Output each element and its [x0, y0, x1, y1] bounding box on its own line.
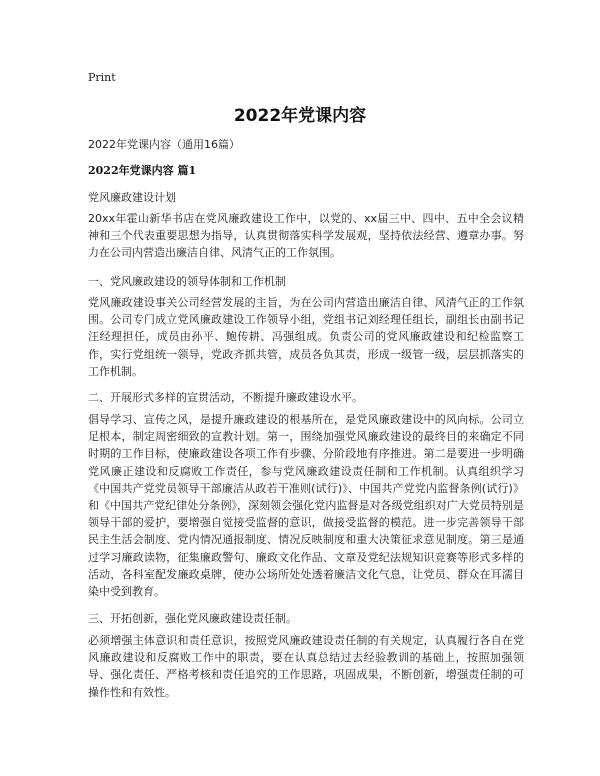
subtitle: 2022年党课内容（通用16篇） — [88, 138, 240, 151]
paragraph-3: 必须增强主体意识和责任意识，按照党风廉政建设责任制的有关规定，认真履行各自在党风廉政建设和反腐败工作中的职责，要在认真总结过去经验教训的基础上，按照加强领导、强化责任、严格考核和责任追究的工作思路，巩固成果，不断创新，增强责任制的可操作性和有效性。 — [88, 634, 524, 699]
print-label: Print — [88, 71, 116, 84]
heading-2: 二、开展形式多样的宣贯活动，不断提升廉政建设水平。 — [88, 391, 363, 404]
heading-1: 一、党风廉政建设的领导体制和工作机制 — [88, 275, 286, 288]
plan-title: 党风廉政建设计划 — [88, 191, 176, 204]
page-title: 2022年党课内容 — [233, 106, 367, 126]
intro-paragraph: 20xx年霍山新华书店在党风廉政建设工作中，以党的、xx届三中、四中、五中全会议精神和三个代表重要思想为指导，认真贯彻落实科学发展观，坚持依法经营、遵章办事。努力在公司内营造出廉洁自律、风清气正的工作氛围。 — [88, 212, 524, 260]
section-heading: 2022年党课内容 篇1 — [88, 164, 197, 177]
paragraph-1: 党风廉政建设事关公司经营发展的主旨，为在公司内营造出廉洁自律、风清气正的工作氛围。公司专门成立党风廉政建设工作领导小组，党组书记刘经理任组长，副组长由副书记汪经理担任，成员由孙平、鲍传耕、冯强组成。负责公司的党风廉政建设和纪检监察工作，实行党组统一领导，党政齐抓共管，成员各负其责，形成一级管一级，层层抓落实的工作机制。 — [88, 296, 524, 378]
paragraph-2: 倡导学习、宣传之风，是提升廉政建设的根基所在，是党风廉政建设中的风向标。公司立足根本，制定周密细致的宣教计划。第一，围绕加强党风廉政建设的最终目的来确定不同时期的工作目标，使廉政建设各项工作有步骤、分阶段地有序推进。第二是要进一步明确党风廉正建设和反腐败工作责任，参与党风廉政建设责任制和工作机制。认真组织学习《中国共产党党员领导干部廉洁从政若干准则(试行)》、中国共产党党内监督条例(试行)》和《中国共产党纪律处分条例》，深刻领会强化党内监督是对各级党组织对广大党员特别是领导干部的爱护，要增强自觉接受监督的意识，做接受监督的模范。进一步完善领导干部民主生活会制度、党内情况通报制度、情况反映制度和重大决策征求意见制度。第三是通过学习廉政读物，征集廉政警句、廉政文化作品、文章及党纪法规知识竞赛等形式多样的活动，各科室配发廉政桌牌，使办公场所处处透着廉洁文化气息，让党员、群众在耳濡目染中受到教育。 — [88, 413, 524, 599]
heading-3: 三、开拓创新，强化党风廉政建设责任制。 — [88, 612, 297, 625]
